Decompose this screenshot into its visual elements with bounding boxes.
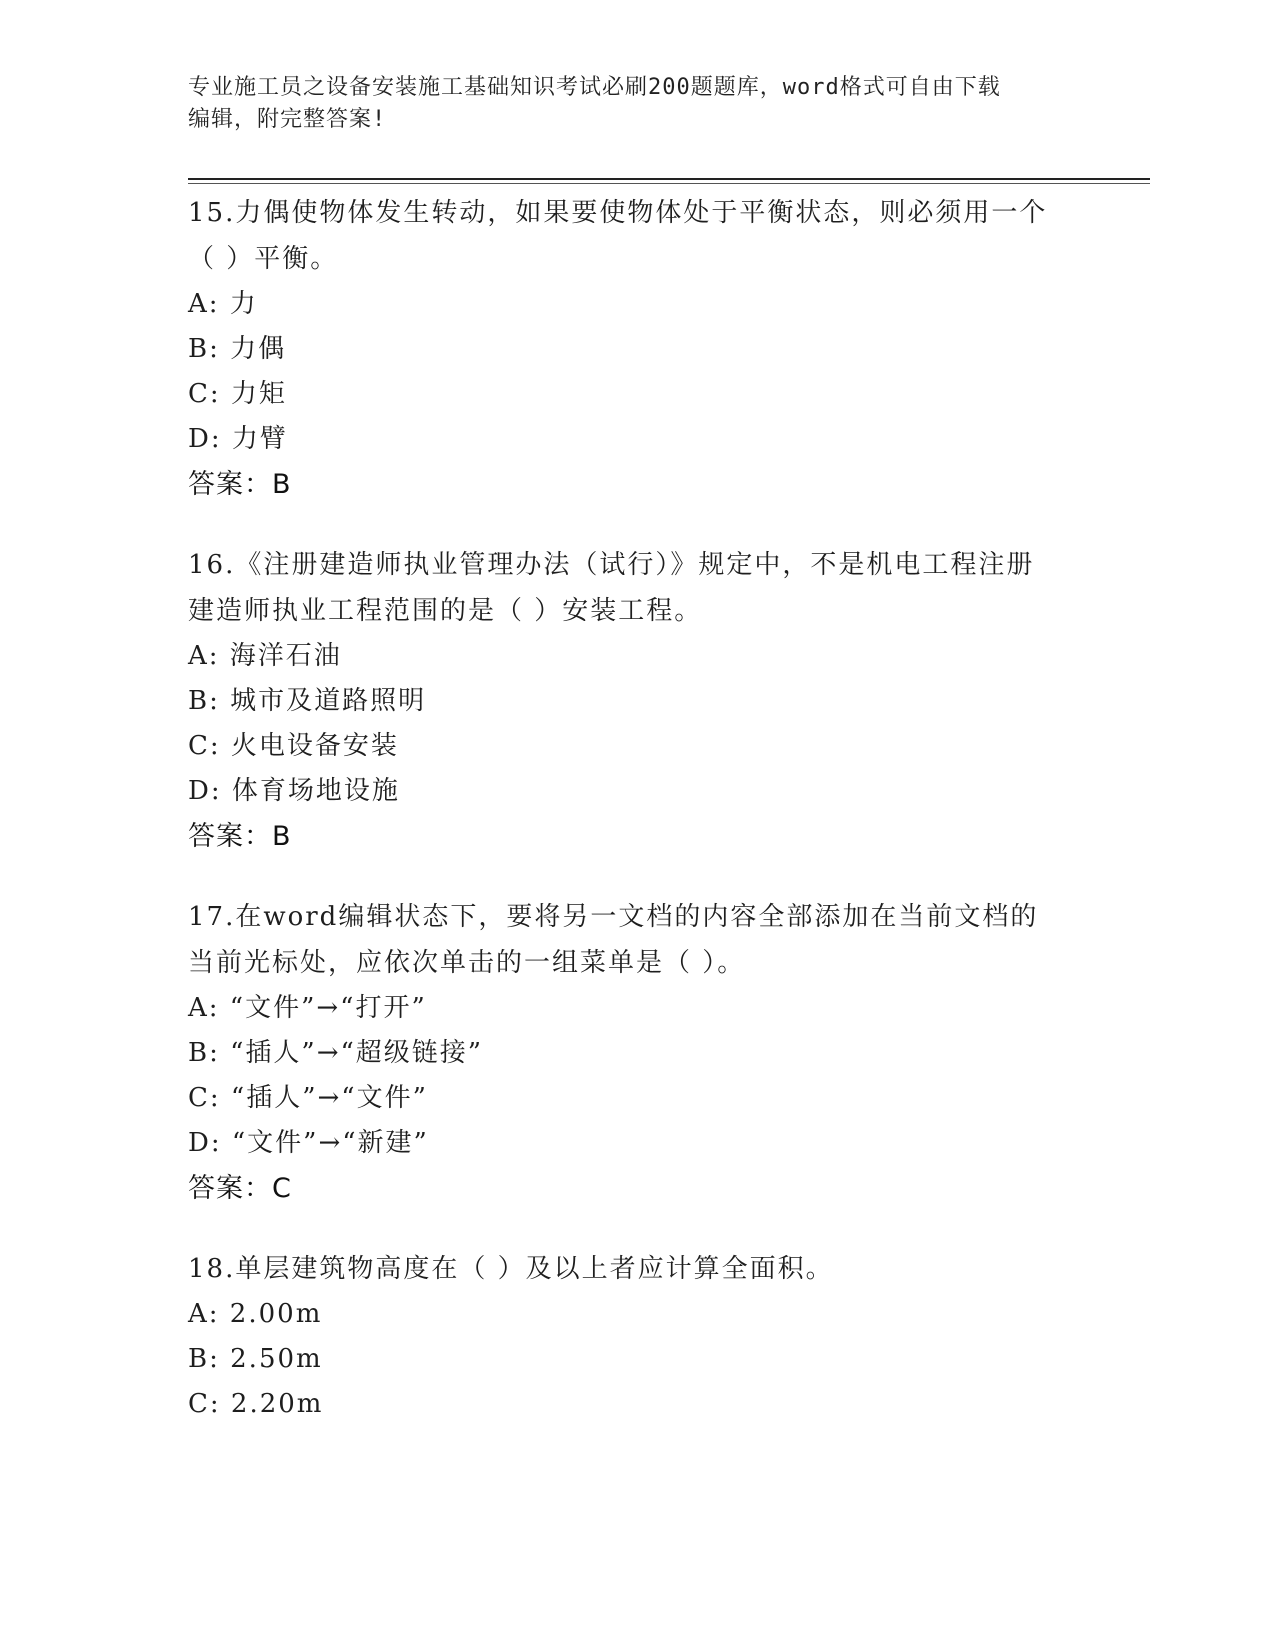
question-17: [188, 894, 1088, 1212]
option-b: B: 2.50m: [188, 1344, 323, 1374]
option-a: A: 海洋石油: [188, 641, 342, 671]
answer-label: 答案：C: [188, 1173, 292, 1204]
question-16: [188, 542, 1088, 860]
option-d: D: 体育场地设施: [188, 776, 400, 806]
answer-label: 答案：B: [188, 821, 292, 852]
option-b: B: 力偶: [188, 334, 287, 364]
option-d: D: “文件”→“新建”: [188, 1128, 429, 1158]
question-list: [188, 190, 1088, 1461]
question-stem-line-2: （ ）平衡。: [188, 244, 339, 274]
question-stem-line-2: 当前光标处，应依次单击的一组菜单是（ ）。: [188, 948, 746, 978]
option-a: A: 2.00m: [188, 1299, 323, 1329]
option-b: B: “插人”→“超级链接”: [188, 1038, 484, 1068]
option-d: D: 力臂: [188, 424, 288, 454]
header-divider-thin: [188, 183, 1150, 184]
answer-label: 答案：B: [188, 469, 292, 500]
question-stem-line-2: 建造师执业工程范围的是（ ）安装工程。: [188, 596, 703, 626]
question-18: [188, 1246, 1088, 1427]
question-15: [188, 190, 1088, 508]
option-c: C: 2.20m: [188, 1389, 324, 1419]
option-c: C: “插人”→“文件”: [188, 1083, 428, 1113]
question-stem-line-1: 17.在word编辑状态下，要将另一文档的内容全部添加在当前文档的: [188, 902, 1039, 932]
option-b: B: 城市及道路照明: [188, 686, 427, 716]
question-stem-line-1: 18.单层建筑物高度在（ ）及以上者应计算全面积。: [188, 1254, 834, 1284]
option-c: C: 火电设备安装: [188, 731, 399, 761]
option-a: A: “文件”→“打开”: [188, 993, 427, 1023]
option-a: A: 力: [188, 289, 258, 319]
question-stem-line-1: 15.力偶使物体发生转动，如果要使物体处于平衡状态，则必须用一个: [188, 198, 1048, 228]
header-divider-thick: [188, 178, 1150, 180]
header-title-line-1: 专业施工员之设备安装施工基础知识考试必刷200题题库，word格式可自由下载: [188, 75, 1001, 100]
document-header: [188, 72, 1088, 136]
header-title-line-2: 编辑，附完整答案!: [188, 107, 387, 132]
question-stem-line-1: 16.《注册建造师执业管理办法（试行）》规定中，不是机电工程注册: [188, 550, 1035, 580]
option-c: C: 力矩: [188, 379, 287, 409]
